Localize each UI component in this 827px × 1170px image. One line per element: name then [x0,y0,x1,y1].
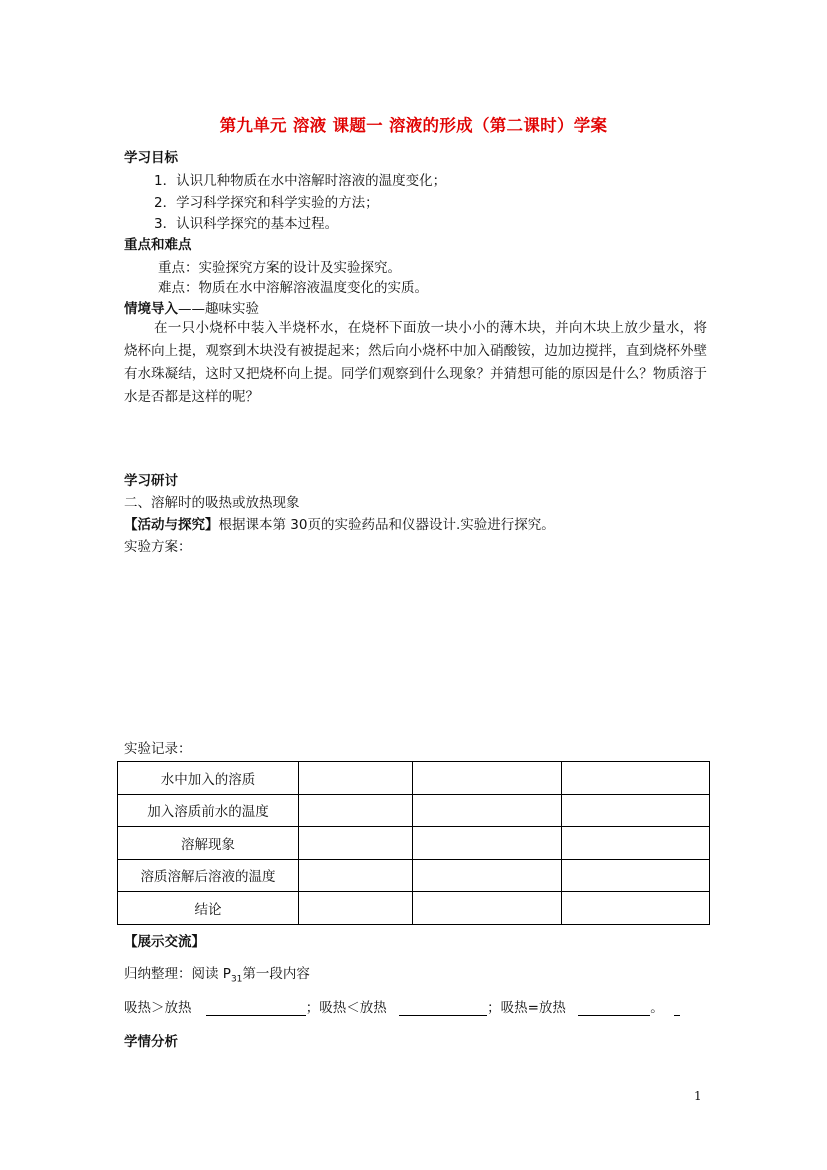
intro-paragraph: 在一只小烧杯中装入半烧杯水，在烧杯下面放一块小小的薄木块，并向木块上放少量水，将烧杯向上提，观察到木块没有被提起来；然后向小烧杯中加入硝酸铵，边加边搅拌，直到烧杯外壁有水珠凝结，这时又把烧杯向上提。同学们观察到什么现象？并猜想可能的原因是什么？物质溶于水是否都是这样的呢？ [124,320,707,405]
activity-text: 根据课本第 30页的实验药品和仪器设计.实验进行探究。 [218,517,555,533]
fill-label-1: 吸热＞放热 [124,1000,192,1016]
document-title: 第九单元 溶液 课题一 溶液的形成（第二课时）学案 [219,116,608,135]
table-cell [562,859,710,892]
page-number: 1 [694,1089,702,1103]
table-cell [562,794,710,827]
table-cell [562,827,710,860]
table-row [118,892,710,925]
summary-prefix: 归纳整理：阅读 P [124,966,231,982]
table-cell [299,827,413,860]
table-row [118,827,710,860]
table-cell [299,859,413,892]
row-label: 加入溶质前水的温度 [118,794,299,827]
table-cell [413,827,562,860]
objective-item-1: 1．认识几种物质在水中溶解时溶液的温度变化； [154,173,447,189]
table-row [118,794,710,827]
row-label: 溶解现象 [118,827,299,860]
objective-item-3: 3．认识科学探究的基本过程。 [154,216,339,232]
table-cell [299,794,413,827]
activity-label: 【活动与探究】 [124,517,219,533]
objectives-heading: 学习目标 [124,150,178,166]
fill-label-3: ；吸热=放热 [487,1000,566,1016]
blank-4[interactable] [674,1001,680,1016]
analysis-heading: 学情分析 [124,1034,178,1050]
blank-1[interactable] [206,1001,306,1016]
study-heading: 学习研讨 [124,473,178,489]
section-title: 二、溶解时的吸热或放热现象 [124,495,300,511]
table-cell [299,892,413,925]
intro-heading: 情境导入 [124,301,178,317]
row-label: 水中加入的溶质 [118,762,299,795]
table-cell [413,762,562,795]
blank-3[interactable] [578,1001,650,1016]
intro-heading-line [124,297,259,317]
table-row [118,762,710,795]
difficult-point: 难点：物质在水中溶解溶液温度变化的实质。 [158,280,428,296]
fill-blank-line [124,996,680,1016]
record-table [117,761,710,925]
plan-label: 实验方案： [124,539,192,555]
key-point: 重点：实验探究方案的设计及实验探究。 [158,260,401,276]
table-cell [413,794,562,827]
blank-2[interactable] [399,1001,487,1016]
objective-item-2: 2．学习科学探究和科学实验的方法； [154,195,379,211]
table-cell [562,762,710,795]
fill-end: 。 [650,1000,664,1016]
table-cell [562,892,710,925]
intro-subheading: ——趣味实验 [178,301,259,317]
summary-subscript: 31 [230,974,243,985]
summary-suffix: 第一段内容 [242,966,310,982]
table-cell [299,762,413,795]
summary-line [124,962,310,985]
fill-label-2: ；吸热＜放热 [305,1000,387,1016]
row-label: 结论 [118,892,299,925]
exchange-label: 【展示交流】 [124,934,205,950]
key-points-heading: 重点和难点 [124,237,192,253]
table-cell [413,892,562,925]
activity-line [124,513,555,533]
record-label: 实验记录： [124,741,192,757]
table-row [118,859,710,892]
table-cell [413,859,562,892]
row-label: 溶质溶解后溶液的温度 [118,859,299,892]
